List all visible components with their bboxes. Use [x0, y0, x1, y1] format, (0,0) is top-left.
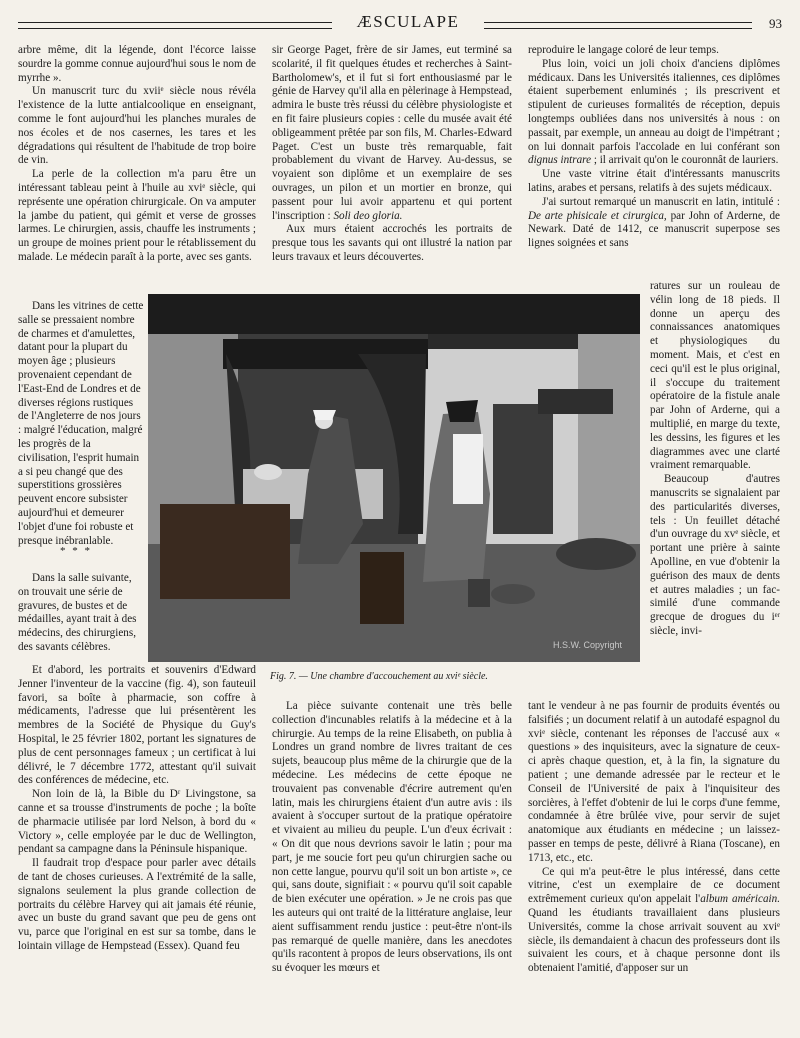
paragraph: Aux murs étaient accrochés les portraits de presque tous les savants qui ont illustré la nation par leurs travaux et leurs découvertes.: [272, 223, 512, 263]
paragraph: Dans la salle suivante, on trouvait une série de gravures, de bustes et de médailles, ayant trait à des médecins, des chirurgiens, des savants célèbres.: [18, 572, 137, 653]
paragraph: Dans les vitrines de cette salle se pressaient nombre de charmes et d'amulettes, datant pour la plupart du moyen âge ; plusieurs provenaient cependant de l'East-End de Londres et de diverses régions rustiques de l'Angleterre de nos jours : malgré l'éducation, malgré les progrès de la civilisation, l'esprit humain a si peu changé que des superstitions grossières peuvent encore subsister aujourd'hui et demeurer l'objet d'une foi robuste et presque inébranlable.: [18, 300, 144, 547]
column-2-bottom: [272, 700, 512, 1036]
column-3-bottom: [528, 700, 780, 1036]
paragraph: J'ai surtout remarqué un manuscrit en latin, intitulé : De arte phisicale et cirurgica, par John of Arderne, de Newark. Daté de 1412, ce manuscrit superpose ses lignes soignées et sans: [528, 195, 780, 250]
paragraph: Non loin de là, la Bible du Dʳ Livingstone, sa canne et sa trousse d'instruments de poche ; la boîte de pharmacie utilisée par lord Nelson, à bord du « Victory », celle employée par le duc de Wellington, pendant sa campagne dans la Péninsule hispanique.: [18, 788, 256, 856]
paragraph: Une vaste vitrine était d'intéressants manuscrits latins, arabes et persans, relatifs à des sujets médicaux.: [528, 168, 780, 194]
page-header: [18, 10, 782, 38]
paragraph: reproduire le langage coloré de leur temps.: [528, 44, 719, 56]
paragraph: Il faudrait trop d'espace pour parler avec détails de tant de choses curieuses. A l'extrémité de la salle, signalons seulement la plus grande collection de portraits du célèbre Harvey qui ait jamais été réunie, avec un buste du grand savant que peu de gens ont vu, parce que l'original en est sur sa tombe, dans le lointain village de Hempstead (Essex). Quand feu: [18, 857, 256, 952]
paragraph: La pièce suivante contenait une très belle collection d'incunables relatifs à la médecine et à la chirurgie. Au temps de la reine Elisabeth, on publia à Londres un grand nombre de livres traitant de ces sujets, beaucoup plus même de la chirurgie que de la médecine. Les médecins de cette époque ne trouvaient pas convenable d'écrire autrement qu'en latin, mais les chirurgiens étaient d'un autre avis : ils avaient à s'occuper surtout de la pratique opératoire et vivaient au milieu du peuple. L'un d'eux écrivait : « On dit que nous devrions savoir le latin ; pour ma part, je me soucie fort peu qu'un chirurgien sache ou non cette langue, pourvu qu'il soit un bon artiste », ce qui, sans doute, signifiait : « pourvu qu'il soit capable de bien exécuter une opération. » Je ne crois pas que les auteurs qui ont traité de la littérature anglaise, leur aient suffisamment rendu justice : peut-être n'ont-ils pas remarqué de quelle manière, dans les anecdotes qu'ils racontent à propos de leurs observations, ils ont su évoquer les mœurs et: [272, 700, 512, 975]
journal-title: ÆSCULAPE: [356, 12, 460, 31]
column-1-wrap-2: [18, 572, 144, 655]
section-separator: * * *: [60, 545, 92, 557]
column-1-bottom: [18, 664, 256, 1036]
paragraph: Ce qui m'a peut-être le plus intéressé, dans cette vitrine, c'est un exemplaire de ce document extrêmement curieux qu'on appelait l'album américain. Quand les étudiants travaillaient dans plusieurs Universités, comme la chose arrivait souvent au xviᵉ siècle, ils demandaient à chacun des professeurs dont ils suivaient les cours, et à chaque personne dont ils obtenaient l'amitié, d'apposer sur un: [528, 865, 780, 975]
paragraph: Un manuscrit turc du xviiᵉ siècle nous révéla l'existence de la lutte antialcoolique en enseignant, comme le font aujourd'hui les planches murales de nos écoles et de nos casernes, les tares et les dégradations qui résultent de l'habitude de trop boire de vin.: [18, 85, 256, 167]
header-rule-right: [484, 22, 752, 29]
birthing-room-illustration: [148, 294, 640, 662]
column-3-top: [528, 44, 780, 278]
column-2-top: [272, 44, 512, 292]
figure-photo: [148, 294, 640, 662]
paragraph: ratures sur un rouleau de vélin long de 18 pieds. Il donne un aperçu des connaissances anatomiques et physiologiques du moment. Mais, et c'est en ceci qu'il est le plus original, il s'occupe du traitement opératoire de la fistule anale par John of Arderne, qui a multiplié, en marge du texte, les dessins, les figures et les diagrammes avec une clarté vraiment remarquable.: [650, 280, 780, 472]
column-3-wrap: [650, 280, 780, 639]
header-rule-left: [18, 22, 332, 29]
figure-caption: Fig. 7. — Une chambre d'accouchement au xviᵉ siècle.: [270, 671, 488, 682]
column-1-wrap: [18, 300, 144, 548]
paragraph: sir George Paget, frère de sir James, eut terminé sa scolarité, il fit quelques études et recherches à Saint-Bartholomew's, et il fut si fort enthousiasmé par le génie de Harvey qu'il alla en pèlerinage à Hempstead, admira le buste très réussi du célèbre physiologiste et en fit faire plusieurs copies : celle du musée avait été obligeamment prêtée par son fils, M. Charles-Edward Paget. C'est un buste très remarquable, fait probablement du vivant de Harvey. Au-dessus, se voyaient son diplôme et un exemplaire de ses ouvrages, un pilon et un mortier en bronze, qui passent pour lui avoir appartenu et qui portent l'inscription : Soli deo gloria.: [272, 44, 512, 222]
column-1-top: [18, 44, 256, 296]
paragraph: tant le vendeur à ne pas fournir de produits éventés ou falsifiés ; un document relatif à un autodafé espagnol du xviᵉ siècle, contenant les réponses de l'accusé aux « questions » des inquisiteurs, avec la signature de ceux-ci après chaque question, et, à la fin, la signature du patient ; une demande adressée par le recteur et le Conseil de l'Université de paix à l'inquisiteur des sorcières, à l'effet d'obtenir de lui le corps d'une femme, condamnée à être brûlée vive, pour servir de sujet anatomique aux étudiants en médecine ; un laissez-passer en temps de peste, délivré à Riana (Toscane), en 1713, etc., etc.: [528, 700, 780, 864]
paragraph: Beaucoup d'autres manuscrits se signalaient par des particularités diverses, tels : Un feuillet détaché d'un ouvrage du xvᵉ siècle, et portant une prière à sainte Apolline, en vue d'obtenir la guérison des maux de dents et autres maladies ; un fac-similé d'une commande grecque de drogues du iᵉʳ siècle, invi-: [650, 473, 780, 637]
paragraph: La perle de la collection m'a paru être un intéressant tableau peint à l'huile au xviᵉ siècle, qui représente une opération chirurgicale. On va amputer la jambe du patient, qui gémit et verse de grosses larmes. Le chirurgien, assis, chauffe les instruments ; un groupe de moines prient pour le rétablissement du malade. Le médecin paraît à la porte, avec ses gants.: [18, 168, 256, 263]
paragraph: Et d'abord, les portraits et souvenirs d'Edward Jenner l'inventeur de la vaccine (fig. 4), son fauteuil favori, sa boîte à pharmacie, son coffre à médicaments, l'adresse que lui présentèrent les membres de la Société de Physique du Guy's Hospital, le 25 février 1802, portant les signatures de plus de cent personnages fameux ; un certificat à lui délivré, le 7 décembre 1772, attestant qu'il suivait des conférences de médecine, etc.: [18, 664, 256, 787]
paragraph: Plus loin, voici un joli choix d'anciens diplômes médicaux. Dans les Universités italiennes, ces diplômes étaient superbement enluminés ; ils prescrivent et stipulent de curieuses formalités de réception, depuis longtemps oubliées dans nos universités à nous : on passait, par exemple, un anneau au doigt de l'impétrant ; on lui donnait parfois l'accolade en lui conférant son dignus intrare ; il arrivait qu'on le couronnât de lauriers.: [528, 57, 780, 167]
page-number: 93: [769, 16, 782, 31]
paragraph: arbre même, dit la légende, dont l'écorce laisse sourdre la gomme connue aujourd'hui sous le nom de myrrhe ».: [18, 44, 256, 84]
photo-watermark: H.S.W. Copyright: [552, 640, 622, 650]
